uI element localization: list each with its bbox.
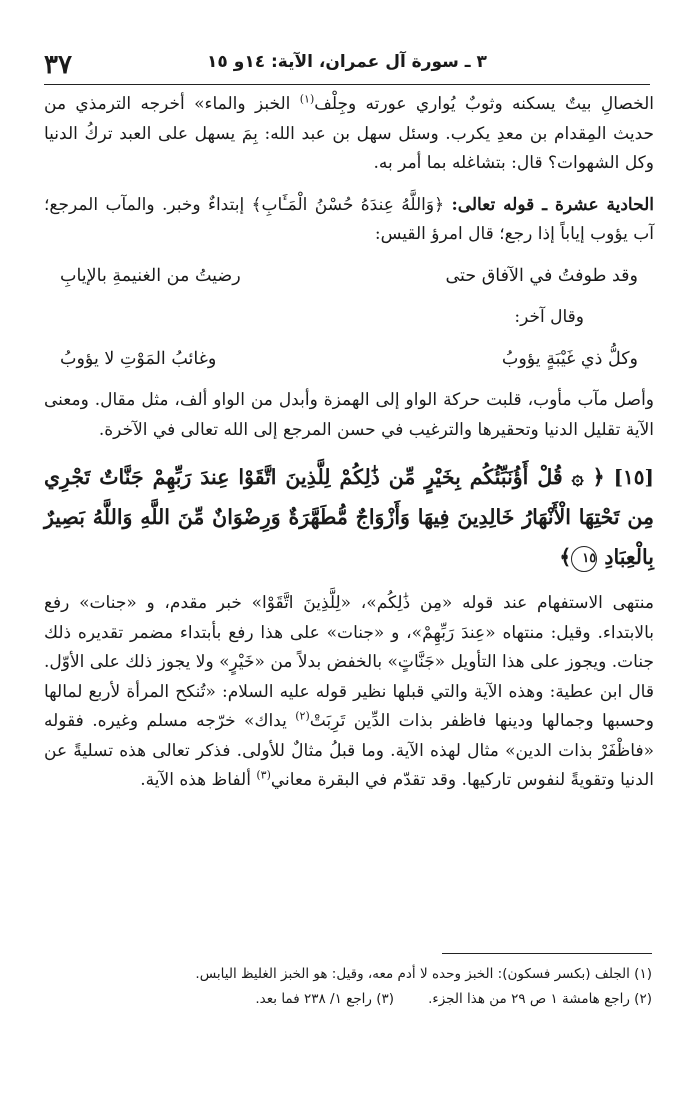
- spacer: [44, 250, 654, 262]
- footnote: (٣) راجع ١/ ٢٣٨ فما بعد.: [255, 991, 395, 1007]
- page-number: ٣٧: [44, 50, 72, 80]
- poem-hemistich: وغائبُ المَوْتِ لا يؤوبُ: [60, 348, 217, 369]
- footnote-row: [44, 987, 652, 1012]
- paragraph: وأصل مآب مأوب، قلبت حركة الواو إلى الهمزة وأبدل من الواو ألف، مثل مقال. ومعنى الآية تقليل الدنيا وتحقيرها والترغيب في حسن المرجع إلى الله تعالى في الآخرة.: [44, 390, 654, 440]
- verse-number: [١٥]: [613, 465, 654, 489]
- poem-verse: [44, 262, 654, 292]
- text-span: يداك» خرّجه مسلم وغيره. فقوله «فاظْفَرْ بذات الدين» مثال لهذه الآية. وما قبلُ مثالٌ للأولى. فذكر تعالى هذه تسليةً عن الدنيا وتقويةً لنفوس تاركيها. وقد تقدّم في البقرة معاني: [44, 711, 654, 790]
- poem-intro: وقال آخر:: [514, 307, 584, 327]
- footnote-divider: [442, 953, 652, 954]
- text-span: الخبز والماء» أخرجه الترمذي من حديث المِقدام بن معدِ يكرب. وسئل سهل بن عبد الله: بِمَ يسهل على العبد تركُ الدنيا وكل الشهوات؟ قال: بتشاغله بما أمر به.: [44, 94, 654, 173]
- running-title: ٣ ـ سورة آل عمران، الآية: ١٤و ١٥: [207, 52, 487, 72]
- quran-verse: [44, 457, 654, 577]
- paragraph: [44, 90, 654, 179]
- spacer: [44, 445, 654, 457]
- verse-close-bracket: ﴾: [559, 545, 572, 569]
- paragraph: [44, 191, 654, 250]
- verse-text: ﴿ ۞ قُلْ أَؤُنَبِّئُكُم بِخَيْرٍ مِّن ذَٰلِكُمْ لِلَّذِينَ اتَّقَوْا عِندَ رَبِّهِمْ جَنَّاتٌ تَجْرِي مِن تَحْتِهَا الْأَنْهَارُ خَالِدِينَ فِيهَا وَأَزْوَاجٌ مُّطَهَّرَةٌ وَرِضْوَانٌ مِّنَ اللَّهِ وَاللَّهُ بَصِيرٌ بِالْعِبَادِ: [44, 465, 654, 569]
- text-span: الخصالِ بيتٌ يسكنه وثوبٌ يُواري عورته وجِلْف: [314, 94, 655, 114]
- text-span: منتهى الاستفهام عند قوله «مِن ذَٰلِكُم»، «لِلَّذِينَ اتَّقَوْا» خبر مقدم، و «جنات» رفع بالابتداء. وقيل: منتهاه «عِندَ رَبِّهِمْ»، و «جنات» على هذا رفع بأبتداء مضمر تقديره ذلك جنات. ويجوز على هذا التأويل «جَنَّاتٍ» بالخفض بدلاً من «خَيْرٍ» ولا يجوز ذلك على الأوّل. قال ابن عطية: وهذه الآية والتي قبلها نظير قوله عليه السلام: «تُنكح المرأة لأربع لمالها وحسبها وجمالها ودينها فاظفر بذات الدِّين تَرِبَتْ: [44, 593, 655, 731]
- spacer: [44, 577, 654, 589]
- spacer: [44, 291, 654, 303]
- section-heading: الحادية عشرة ـ قوله تعالى:: [451, 194, 654, 215]
- poem-hemistich: وقد طوفتُ في الآفاق حتى: [445, 265, 638, 286]
- page-header: [44, 44, 650, 85]
- text-span: ﴿وَاللَّهُ عِندَهُ حُسْنُ الْمَـَٔابِ﴾ إبتداءٌ وخبر. والمآب المرجع؛ آب يؤوب إياباً إذا رجع؛ قال امرؤ القيس:: [44, 194, 654, 244]
- footnote: (٢) راجع هامشة ١ ص ٢٩ من هذا الجزء.: [428, 991, 652, 1007]
- ayah-number-icon: ١٥: [571, 546, 597, 572]
- poem-hemistich: وكلُّ ذي غَيْبَةٍ يؤوبُ: [501, 348, 638, 369]
- footnote-ref: (٢): [295, 709, 310, 723]
- footnote-ref: (٣): [256, 768, 271, 782]
- text-span: ألفاظ هذه الآية.: [140, 770, 257, 790]
- paragraph: [44, 589, 654, 796]
- spacer: [44, 333, 654, 345]
- page-body: [44, 90, 654, 796]
- footnote: (١) الجلف (بكسر فسكون): الخبز وحده لا أدم معه، وقيل: هو الخبز الغليظ اليابس.: [195, 966, 652, 982]
- spacer: [44, 374, 654, 386]
- footnotes: [44, 962, 652, 1012]
- spacer: [44, 179, 654, 191]
- poem-hemistich: رضيتُ من الغنيمةِ بالإيابِ: [60, 265, 241, 286]
- poem-verse: [44, 345, 654, 375]
- footnote-ref: (١): [299, 92, 315, 106]
